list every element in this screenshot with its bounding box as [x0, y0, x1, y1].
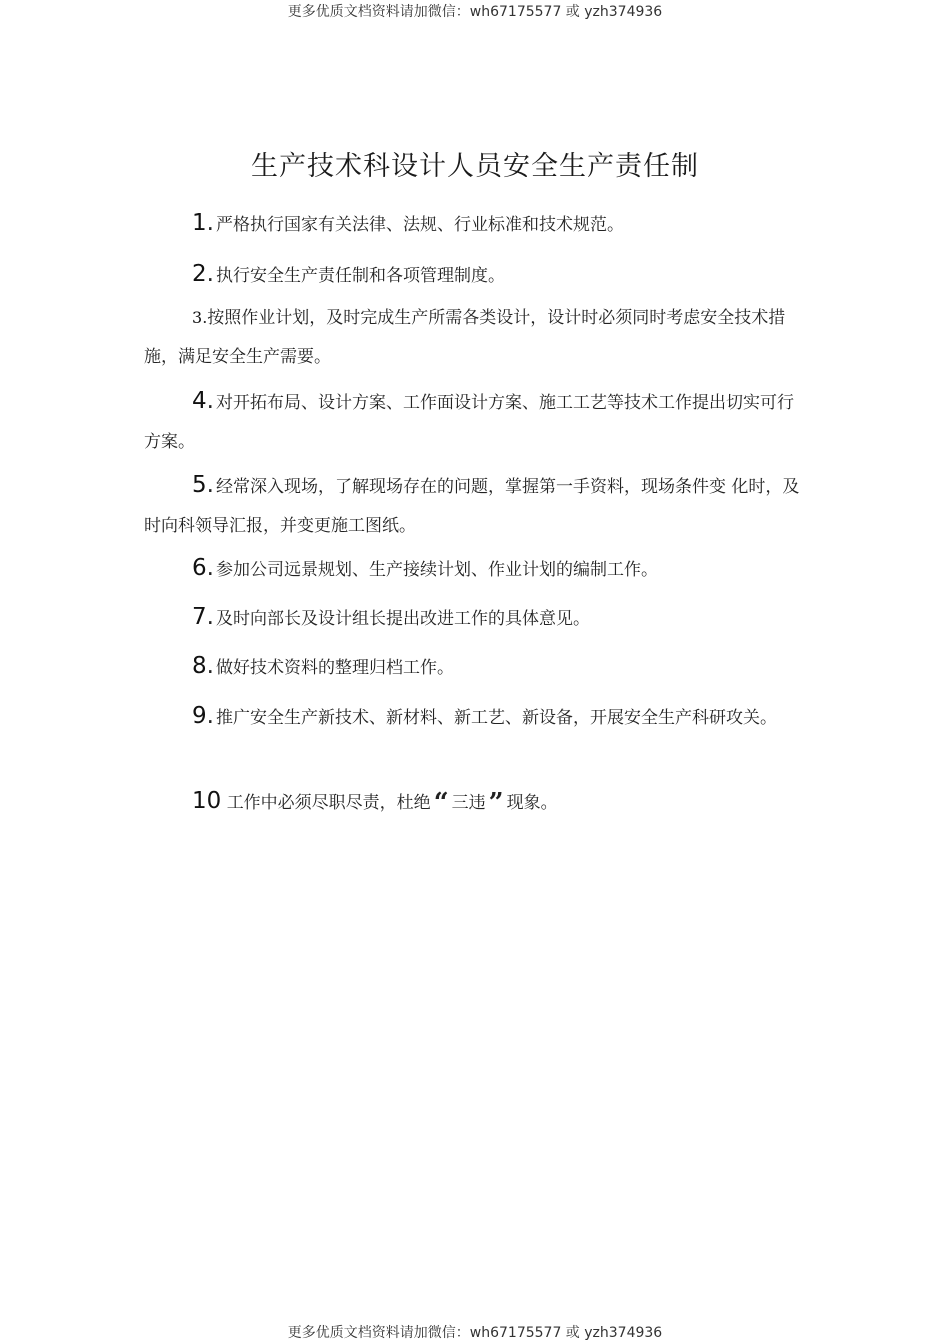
- item-text: 推广安全生产新技术、新材料、新工艺、新设备，开展安全生产科研攻关。: [215, 708, 777, 728]
- list-item: 5. 经常深入现场，了解现场存在的问题，掌握第一手资料，现场条件变 化时，及时向科领导汇报，并变更施工图纸。: [144, 472, 800, 536]
- item-number: 2: [192, 261, 207, 287]
- item-text: 经常深入现场，了解现场存在的问题，掌握第一手资料，现场条件变 化时，及时向科领导汇报，并变更施工图纸。: [144, 477, 800, 536]
- header-banner: 更多优质文档资料请加微信：wh67175577 或 yzh374936: [287, 4, 663, 20]
- item-number: 1: [192, 210, 207, 236]
- list-item: 6. 参加公司远景规划、生产接续计划、作业计划的编制工作。: [192, 555, 658, 581]
- item-number: 4: [192, 388, 207, 414]
- list-item: [144, 782, 809, 823]
- item-number: 8: [192, 653, 207, 679]
- list-item: 2. 执行安全生产责任制和各项管理制度。: [192, 261, 505, 287]
- item-number: 3: [192, 308, 203, 327]
- list-item: 1. 严格执行国家有关法律、法规、行业标准和技术规范。: [192, 210, 624, 236]
- close-quote: ”: [488, 788, 504, 818]
- item-text: 严格执行国家有关法律、法规、行业标准和技术规范。: [215, 215, 624, 235]
- item-text: 对开拓布局、设计方案、工作面设计方案、施工工艺等技术工作提出切实可行方案。: [144, 393, 794, 452]
- item-number: 5: [192, 472, 207, 498]
- item-text: 及时向部长及设计组长提出改进工作的具体意见。: [215, 609, 590, 629]
- quoted-text: 三违: [451, 793, 486, 813]
- item-text-end: 现象。: [506, 793, 558, 813]
- item-text: 工作中必须尽职尽责，杜绝: [226, 793, 431, 813]
- item-number: 7: [192, 604, 207, 630]
- item-text: 做好技术资料的整理归档工作。: [215, 658, 454, 678]
- list-item: 7. 及时向部长及设计组长提出改进工作的具体意见。: [192, 604, 590, 630]
- item-text: 按照作业计划，及时完成生产所需各类设计，设计时必须同时考虑安全技术措施，满足安全生产需要。: [144, 308, 786, 367]
- document-title: 生产技术科设计人员安全生产责任制: [251, 151, 699, 182]
- list-item: 3.按照作业计划，及时完成生产所需各类设计，设计时必须同时考虑安全技术措施，满足安全生产需要。: [144, 308, 786, 367]
- item-number: 9: [192, 703, 207, 729]
- list-item: 4. 对开拓布局、设计方案、工作面设计方案、施工工艺等技术工作提出切实可行方案。: [144, 388, 794, 452]
- footer-banner: 更多优质文档资料请加微信：wh67175577 或 yzh374936: [287, 1325, 663, 1341]
- item-text: 执行安全生产责任制和各项管理制度。: [215, 266, 505, 286]
- open-quote: “: [433, 788, 449, 818]
- item-number: 6: [192, 555, 207, 581]
- item-text: 参加公司远景规划、生产接续计划、作业计划的编制工作。: [215, 560, 658, 580]
- list-item: 9. 推广安全生产新技术、新材料、新工艺、新设备，开展安全生产科研攻关。: [192, 703, 777, 729]
- item-number: 10: [192, 788, 222, 814]
- list-item: 8. 做好技术资料的整理归档工作。: [192, 653, 454, 679]
